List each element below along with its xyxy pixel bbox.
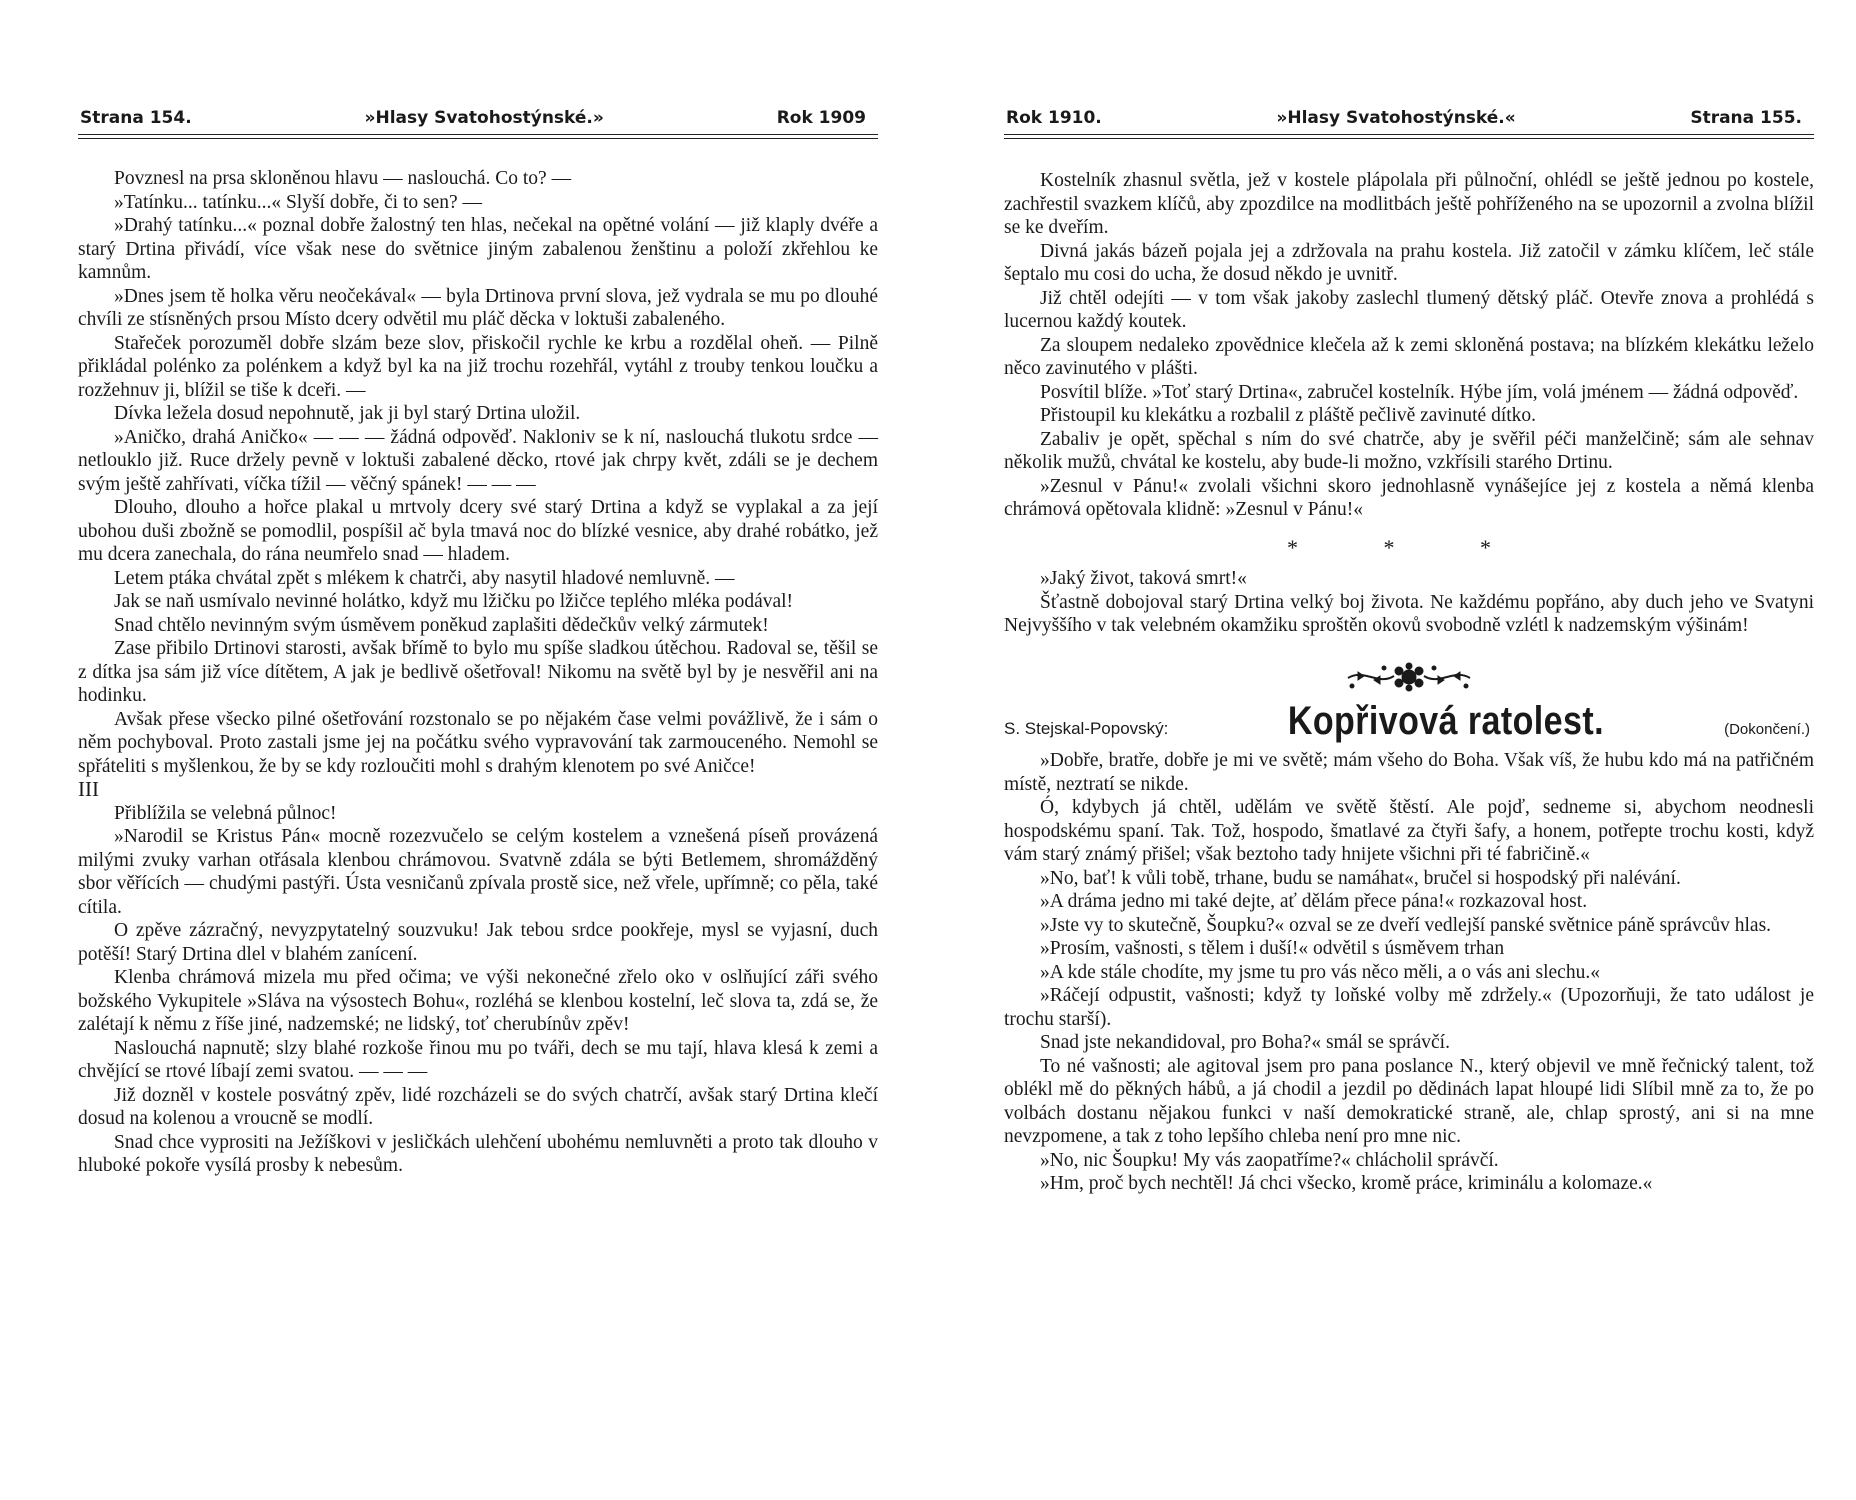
paragraph: »Ráčejí odpustit, vašnosti; když ty loňské volby mě zdržely.« (Upozorňuji, že tato událost je trochu starší).	[1004, 985, 1814, 1030]
right-body-text	[1004, 169, 1814, 1196]
left-page	[78, 108, 878, 1178]
left-journal-title: »Hlasy Svatohostýnské.»	[364, 108, 604, 128]
paragraph: Kostelník zhasnul světla, jež v kostele plápolala při půlnoční, ohlédl se ještě jednou po kostele, zachřestil svazkem klíčů, aby zpozdilce na modlitbách ještě pohříženého na se upozornil a zvolna blížil se ke dveřím.	[1004, 170, 1814, 238]
paragraph: »Hm, proč bych nechtěl! Já chci všecko, kromě práce, kriminálu a kolomaze.«	[1040, 1173, 1653, 1194]
left-page-number: Strana 154.	[80, 108, 192, 128]
paragraph: »Aničko, drahá Aničko« — — — žádná odpověď. Nakloniv se k ní, naslouchá tlukotu srdce — netlouklo již. Ruce držely pevně v loktuši zabalené děcko, rtové jak chrpy květ, zdáli se je dechem svým ještě zahřívati, víčka tížil — věčný spánek! — — —	[78, 426, 878, 495]
left-header-rule	[78, 138, 878, 139]
paragraph: Snad chce vyprositi na Ježíškovi v jesličkách ulehčení ubohému nemluvněti a proto tak dlouho v hluboké pokoře vysílá prosby k nebesům.	[78, 1131, 878, 1176]
paragraph: Snad chtělo nevinným svým úsměvem poněkud zaplašiti dědečkův velký zármutek!	[114, 614, 769, 636]
paragraph: Již dozněl v kostele posvátný zpěv, lidé rozcházeli se do svých chatrčí, avšak starý Drtina klečí dosud na kolenou a vroucně se modlí.	[78, 1084, 878, 1129]
right-header-rule	[1004, 138, 1814, 139]
paragraph: »No, bať! k vůli tobě, trhane, budu se namáhat«, bručel si hospodský při nalévání.	[1040, 867, 1681, 889]
paragraph: »Zesnul v Pánu!« zvolali všichni skoro jednohlasně vynášejíce jej z kostela a němá klenba chrámová opětovala klidně: »Zesnul v Pánu!«	[1004, 475, 1814, 520]
article-title: Kopřivová ratolest.	[1288, 698, 1605, 743]
paragraph: Za sloupem nedaleko zpovědnice klečela až k zemi skloněná postava; na blízkém klekátku leželo něco zavinutého v plášti.	[1004, 334, 1814, 379]
paragraph: »Tatínku... tatínku...« Slyší dobře, či to sen? —	[114, 191, 483, 213]
left-body-text	[78, 167, 878, 1178]
paragraph: »Dobře, bratře, dobře je mi ve světě; mám všeho do Boha. Však víš, že hubu kdo má na patřičném místě, neztratí se nikde.	[1004, 750, 1814, 795]
paragraph: Jak se naň usmívalo nevinné holátko, když mu lžičku po lžičce teplého mléka podával!	[114, 591, 794, 612]
paragraph: Přiblížila se velebná půlnoc!	[114, 802, 337, 824]
paragraph: Snad jste nekandidoval, pro Boha?« smál se správčí.	[1040, 1032, 1450, 1053]
paragraph: Letem ptáka chvátal zpět s mlékem k chatrči, aby nasytil hladové nemluvně. —	[114, 567, 735, 589]
floral-ornament-icon	[1004, 660, 1814, 694]
section-number: III	[78, 777, 99, 801]
right-year: Rok 1910.	[1006, 108, 1102, 128]
paragraph: Šťastně dobojoval starý Drtina velký boj života. Ne každému popřáno, aby duch jeho ve Svatyni Nejvyššího v tak velebném okamžiku sproštěn okovů svobodně vzlétl k nadzemským výšinám!	[1004, 591, 1814, 636]
right-journal-title: »Hlasy Svatohostýnské.«	[1276, 108, 1516, 128]
article-continued-note: (Dokončení.)	[1724, 720, 1810, 738]
paragraph: Zabaliv je opět, spěchal s ním do své chatrče, aby je svěřil péči manželčině; sám ale sehnav několik mužů, chvátal ke kostelu, aby bude-li možno, vzkřísili starého Drtinu.	[1004, 428, 1814, 473]
paragraph: »A kde stále chodíte, my jsme tu pro vás něco měli, a o vás ani slechu.«	[1040, 961, 1600, 983]
paragraph: Přistoupil ku klekátku a rozbalil z pláště pečlivě zavinuté dítko.	[1040, 405, 1537, 426]
left-year: Rok 1909	[776, 108, 866, 128]
paragraph: Klenba chrámová mizela mu před očima; ve výši nekonečné zřelo oko v oslňující záři svého božského Vykupitele »Sláva na výsostech Bohu«, rozléhá se klenbou kostelní, leč slova ta, zdá se, že zalétají k němu z říše jiné, nadzemské; ne lidský, toť cherubínův zpěv!	[78, 967, 878, 1035]
paragraph: Divná jakás bázeň pojala jej a zdržovala na prahu kostela. Již zatočil v zámku klíčem, leč stále šeptalo mu cosi do ucha, že dosud někdo je uvnitř.	[1004, 240, 1814, 285]
article-author: S. Stejskal-Popovský:	[1004, 718, 1169, 738]
left-page-header	[78, 108, 878, 135]
paragraph: »Narodil se Kristus Pán« mocně rozezvučelo se celým kostelem a vznešená píseň provázená milými zvuky varhan otřásala klenbou chrámovou. Svatvně zdála se býti Betlemem, shromážděný sbor věřících — chudými pastýři. Ústa vesničanů zpívala prostě sice, než vřele, upřímně; co pěla, také cítila.	[78, 826, 878, 918]
paragraph: »No, nic Šoupku! My vás zaopatříme?« chlácholil správčí.	[1040, 1149, 1499, 1171]
paragraph: Dlouho, dlouho a hořce plakal u mrtvoly dcery své starý Drtina a když se vyplakal a za její ubohou duši zbožně se pomodlil, pospíšil ač byla tmavá noc do blízké vesnice, aby drahé robátko, jež mu dcera zanechala, do rána neumřelo snad — hladem.	[78, 497, 878, 565]
paragraph: »A dráma jedno mi také dejte, ať dělám přece pána!« rozkazoval host.	[1040, 891, 1588, 912]
right-page-header	[1004, 108, 1814, 135]
paragraph: »Prosím, vašnosti, s tělem i duší!« odvětil s úsměvem trhan	[1040, 938, 1505, 959]
paragraph: Povznesl na prsa skloněnou hlavu — naslouchá. Co to? —	[114, 168, 572, 189]
article-heading	[1004, 698, 1814, 743]
paragraph: Dívka ležela dosud nepohnutě, jak ji byl starý Drtina uložil.	[114, 403, 581, 424]
paragraph: Ó, kdybych já chtěl, udělám ve světě štěstí. Ale pojď, sedneme si, abychom neodnesli hospodskému spaní. Tak. Tož, hospodo, šmatlavé za čtyři šafy, a honem, potřepte trochu kosti, když vám starý známý přišel; však beztoho tady hnijete všichni při té fabričině.«	[1004, 797, 1814, 865]
paragraph: Již chtěl odejíti — v tom však jakoby zaslechl tlumený dětský pláč. Otevře znova a prohlédá s lucernou každý koutek.	[1004, 287, 1814, 332]
paragraph: Naslouchá napnutě; slzy blahé rozkoše řinou mu po tváři, dech se mu tají, hlava klesá k zemi a chvějící se rtové líbají zemi svatou. — — —	[78, 1037, 878, 1082]
section-divider-stars: * * *	[1287, 534, 1531, 560]
right-page-number: Strana 155.	[1690, 108, 1802, 128]
paragraph: »Drahý tatínku...« poznal dobře žalostný ten hlas, nečekal na opětné volání — již klaply dvéře a starý Drtina přivádí, více však nese do světnice jiným zabalenou ženštinu a položí zkřehlou ke kamnům.	[78, 215, 878, 283]
paragraph: Zase přibilo Drtinovi starosti, avšak břímě to bylo mu spíše sladkou útěchou. Radoval se, těšil se z dítka jsa sám již více dítětem, A jak je bedlivě ošetřoval! Nikomu na světě byl by je nesvěřil ani na hodinku.	[78, 638, 878, 706]
right-page	[1004, 108, 1814, 1196]
paragraph: To né vašnosti; ale agitoval jsem pro pana poslance N., který objevil ve mně řečnický talent, tož oblékl mě do pěkných hábů, a já chodil a jezdil po dědinách lapat hloupé lidi Slíbil mně za to, že po volbách dostanu nějakou funkci v naší demokratické straně, ale, chlap sprostý, ani si na mne nevzpomene, a tak z toho lepšího chleba není pro mne nic.	[1004, 1055, 1814, 1147]
paragraph: »Jaký život, taková smrt!«	[1040, 568, 1247, 589]
paragraph: O zpěve zázračný, nevyzpytatelný souzvuku! Jak tebou srdce pookřeje, mysl se vyjasní, duch potěší! Starý Drtina dlel v blahém zanícení.	[78, 920, 878, 965]
paragraph: Posvítil blíže. »Toť starý Drtina«, zabručel kostelník. Hýbe jím, volá jménem — žádná odpověď.	[1040, 381, 1799, 403]
paragraph: Avšak přese všecko pilné ošetřování rozstonalo se po nějakém čase velmi povážlivě, že i sám o něm pochyboval. Proto zastali jsme jej na počátku svého vypravování tak zarmouceného. Nemohl se spřáteliti s myšlenkou, že by se kdy rozloučiti mohl s drahým klenotem po své Aničce!	[78, 708, 878, 777]
paragraph: »Dnes jsem tě holka věru neočekával« — byla Drtinova první slova, jež vydrala se mu po dlouhé chvíli ze stísněných prsou Místo dcery odvětil mu pláč děcka v loktuši zabaleného.	[78, 285, 878, 330]
paragraph: »Jste vy to skutečně, Šoupku?« ozval se ze dveří vedlejší panské světnice páně správcův hlas.	[1040, 914, 1772, 936]
paragraph: Stařeček porozuměl dobře slzám beze slov, přiskočil rychle ke krbu a rozdělal oheň. — Pilně přikládal polénko za polénkem a když byl ka na již trochu rozehřál, vytáhl z trouby tenkou loučku a rozžehnuv ji, blížil se tiše k dceři. —	[78, 332, 878, 401]
